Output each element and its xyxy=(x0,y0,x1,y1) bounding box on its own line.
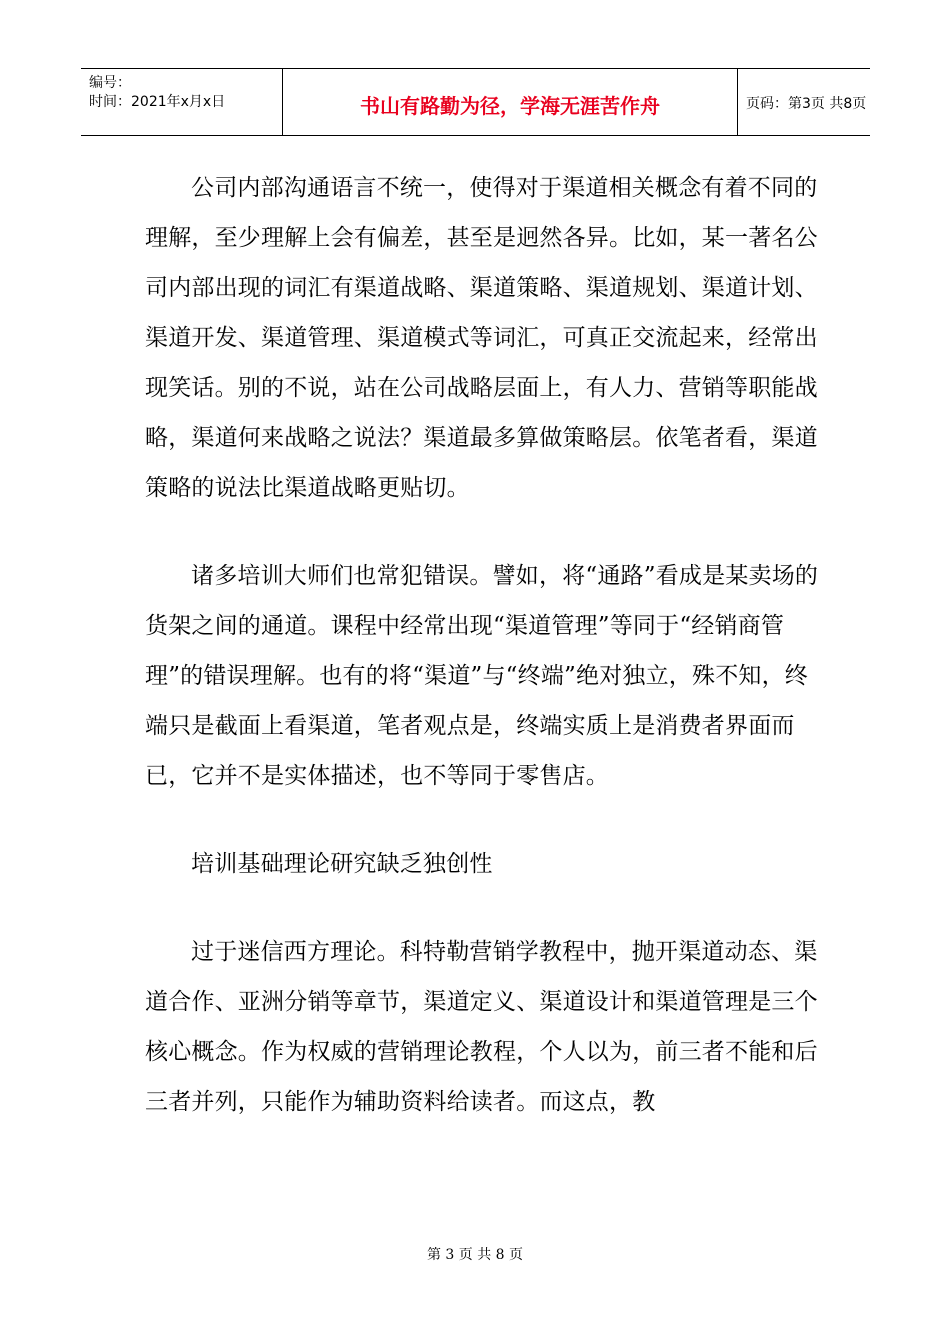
header-motto: 书山有路勤为径，学海无涯苦作舟 xyxy=(360,94,660,118)
paragraph-3: 过于迷信西方理论。科特勒营销学教程中，抛开渠道动态、渠道合作、亚洲分销等章节，渠道定义、渠道设计和渠道管理是三个核心概念。作为权威的营销理论教程，个人以为，前三者不能和后三者并列，只能作为辅助资料给读者。而这点，教 xyxy=(145,939,818,1115)
document-body xyxy=(145,163,825,1127)
paragraph-1: 公司内部沟通语言不统一，使得对于渠道相关概念有着不同的理解，至少理解上会有偏差，甚至是迥然各异。比如，某一著名公司内部出现的词汇有渠道战略、渠道策略、渠道规划、渠道计划、渠道开发、渠道管理、渠道模式等词汇，可真正交流起来，经常出现笑话。别的不说，站在公司战略层面上，有人力、营销等职能战略，渠道何来战略之说法？渠道最多算做策略层。依笔者看，渠道策略的说法比渠道战略更贴切。 xyxy=(145,175,818,501)
paragraph-2: 诸多培训大师们也常犯错误。譬如，将“通路”看成是某卖场的货架之间的通道。课程中经常出现“渠道管理”等同于“经销商管理”的错误理解。也有的将“渠道”与“终端”绝对独立，殊不知，终端只是截面上看渠道，笔者观点是，终端实质上是消费者界面而已，它并不是实体描述，也不等同于零售店。 xyxy=(145,563,819,789)
page-header xyxy=(81,68,870,136)
page-footer: 第 3 页 共 8 页 xyxy=(426,1247,524,1263)
section-heading: 培训基础理论研究缺乏独创性 xyxy=(191,851,493,877)
header-meta-cell xyxy=(81,69,282,135)
paragraph-gap xyxy=(145,513,825,551)
header-motto-cell xyxy=(282,69,738,135)
document-date: 时间：2021年x月x日 xyxy=(89,94,226,110)
document-number: 编号： xyxy=(89,75,131,91)
header-page-number: 页码：第3页 共8页 xyxy=(746,96,867,112)
paragraph-gap xyxy=(145,889,825,927)
header-page-cell xyxy=(738,69,870,135)
paragraph-gap xyxy=(145,801,825,839)
